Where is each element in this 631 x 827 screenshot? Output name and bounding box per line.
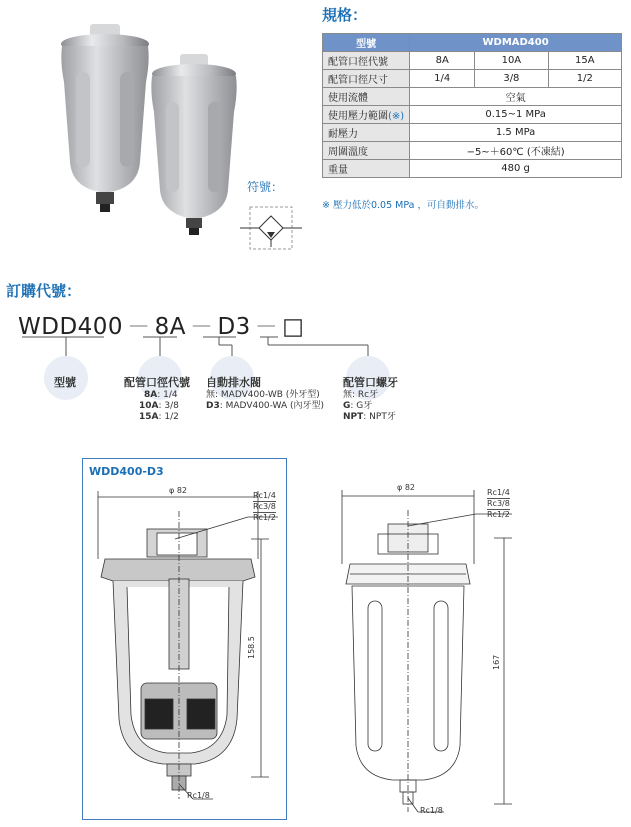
filter-symbol-icon (240, 203, 302, 253)
height-dimension: 167 (492, 654, 501, 670)
option: 8A: 1/4 (144, 390, 178, 400)
spec-cell: 0.15~1 MPa (410, 106, 622, 124)
group-thread (343, 374, 398, 423)
spec-row (323, 106, 622, 124)
external-drawing (336, 476, 526, 821)
option: 無: Rc牙 (343, 390, 379, 400)
code-sep: － (127, 314, 151, 340)
symbol-label: 符號： (247, 180, 284, 194)
spec-cell: 1.5 MPa (410, 124, 622, 142)
spec-note: ※ 壓力低於0.05 MPa ，可自動排水。 (322, 200, 484, 211)
spec-row (323, 160, 622, 178)
product-photo (40, 22, 240, 237)
drain-port: Rc1/8 (187, 791, 210, 800)
spec-row-label: 配管口徑代號 (323, 52, 410, 70)
width-dimension: φ 82 (169, 486, 187, 495)
group-label: 配管口螺牙 (343, 376, 398, 389)
code-drain: D3 (217, 314, 251, 340)
code-thread: □ (282, 314, 305, 340)
port-sizes: Rc1/4 Rc3/8 Rc1/2 (253, 491, 276, 522)
spec-row-label: 使用流體 (323, 88, 410, 106)
drain-port: Rc1/8 (420, 806, 443, 815)
width-dimension: φ 82 (397, 483, 415, 492)
spec-row-label: 重量 (323, 160, 410, 178)
spec-row-label: 耐壓力 (323, 124, 410, 142)
height-dimension: 158.5 (247, 636, 256, 659)
spec-cell: 10A (475, 52, 548, 70)
group-label: 配管口徑代號 (124, 376, 190, 389)
group-drain-valve (206, 374, 324, 412)
spec-row (323, 70, 622, 88)
option: NPT: NPT牙 (343, 412, 396, 422)
spec-table (322, 33, 622, 178)
group-model-label: 型號 (54, 376, 76, 389)
group-port-size (124, 374, 190, 423)
group-label: 自動排水閥 (206, 376, 261, 389)
spec-row (323, 52, 622, 70)
code-model: WDD400 (18, 314, 124, 340)
filter-unit-back (61, 24, 149, 212)
spec-cell: 480 g (410, 160, 622, 178)
code-sep: － (189, 314, 214, 340)
spec-row (323, 88, 622, 106)
option: 無: MADV400-WB (外牙型) (206, 390, 320, 400)
spec-cell: −5~＋60℃ (不凍結) (410, 142, 622, 160)
spec-row-label: 周圍溫度 (323, 142, 410, 160)
spec-cell: 15A (548, 52, 621, 70)
option: G: G牙 (343, 401, 373, 411)
spec-heading: 規格： (322, 6, 368, 24)
spec-cell: 1/2 (548, 70, 621, 88)
drawing-panel-d3 (82, 458, 287, 820)
spec-row-label: 配管口徑尺寸 (323, 70, 410, 88)
order-heading: 訂購代號： (6, 282, 82, 300)
spec-header-model: WDMAD400 (410, 34, 622, 52)
spec-header-row (323, 34, 622, 52)
spec-cell: 空氣 (410, 88, 622, 106)
drawing-title: WDD400-D3 (89, 465, 164, 478)
spec-cell: 1/4 (410, 70, 475, 88)
spec-cell: 3/8 (475, 70, 548, 88)
spec-row-label-text: 使用壓力範圍 (328, 111, 388, 122)
code-port-size: 8A (154, 314, 186, 340)
note-mark: (※) (388, 111, 405, 122)
spec-header-label: 型號 (323, 34, 410, 52)
filter-unit-front (151, 54, 236, 235)
option: D3: MADV400-WA (內牙型) (206, 401, 324, 411)
spec-cell: 8A (410, 52, 475, 70)
code-sep: － (254, 314, 279, 340)
spec-row-label (323, 106, 410, 124)
order-connector-lines (0, 335, 631, 375)
option: 10A: 3/8 (139, 401, 179, 411)
spec-row (323, 142, 622, 160)
option: 15A: 1/2 (139, 412, 179, 422)
port-sizes: Rc1/4 Rc3/8 Rc1/2 (487, 488, 510, 519)
spec-row (323, 124, 622, 142)
